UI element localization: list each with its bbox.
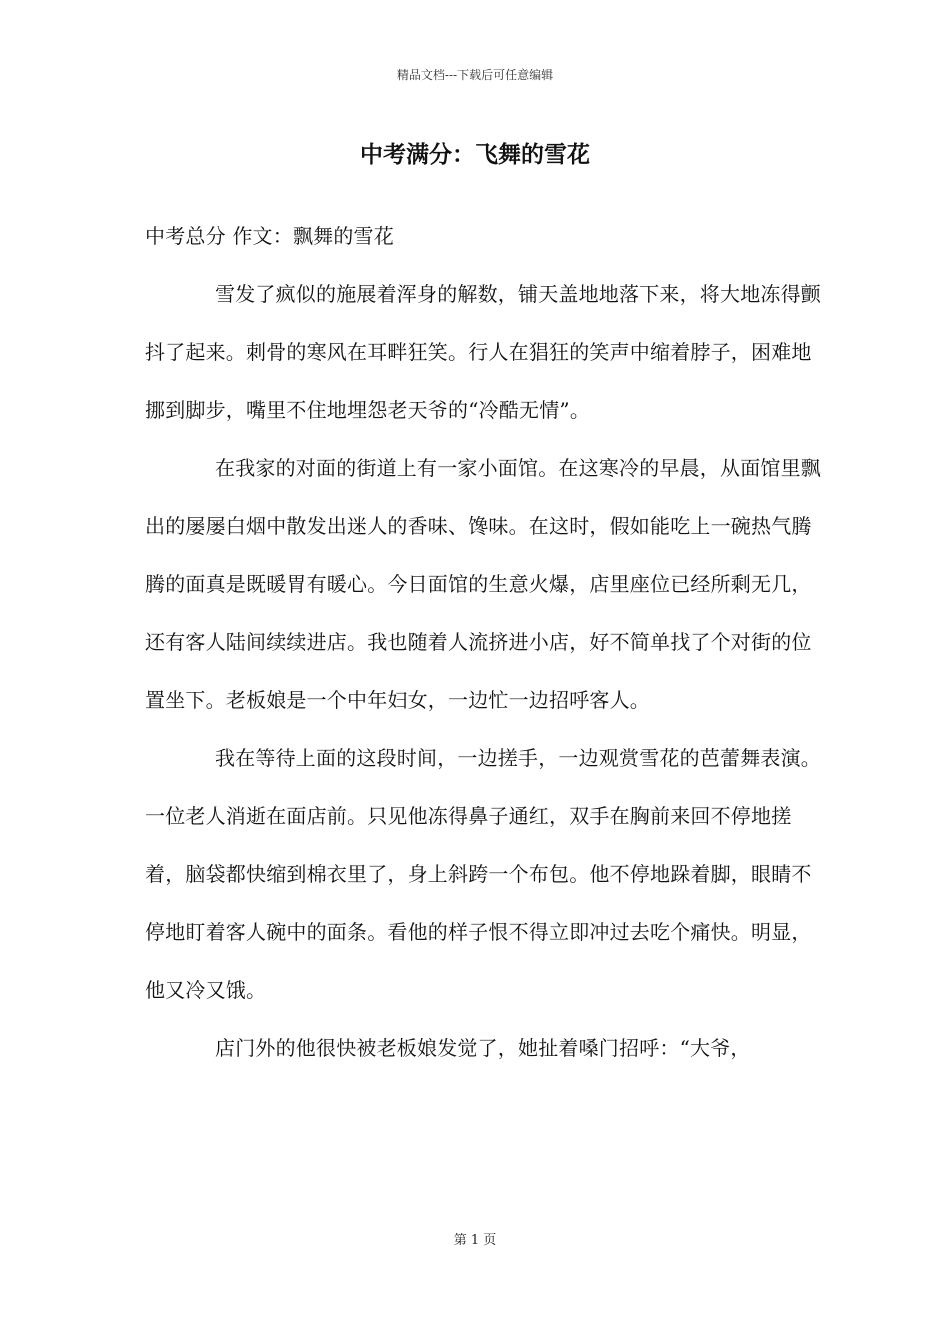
- subtitle-line: 中考总分 作文：飘舞的雪花: [145, 224, 394, 248]
- paragraph-3: 我在等待上面的这段时间，一边搓手，一边观赏雪花的芭蕾舞表演。一位老人消逝在面店前。只见他冻得鼻子通红，双手在胸前来回不停地搓着，脑袋都快缩到棉衣里了，身上斜跨一个布包。他不停地跺着脚，眼睛不停地盯着客人碗中的面条。看他的样子恨不得立即冲过去吃个痛快。明显，他又冷又饿。: [145, 746, 821, 1002]
- page-number: 第 1 页: [453, 1233, 497, 1248]
- document-title: 中考满分：飞舞的雪花: [360, 141, 590, 168]
- page-header: 精品文档---下载后可任意编辑: [396, 68, 554, 82]
- paragraph-1: 雪发了疯似的施展着浑身的解数，铺天盖地地落下来，将大地冻得颤抖了起来。刺骨的寒风在耳畔狂笑。行人在猖狂的笑声中缩着脖子，困难地挪到脚步，嘴里不住地埋怨老天爷的“冷酷无情”。: [145, 282, 821, 422]
- paragraph-2: 在我家的对面的街道上有一家小面馆。在这寒冷的早晨，从面馆里飘出的屡屡白烟中散发出迷人的香味、馋味。在这时，假如能吃上一碗热气腾腾的面真是既暖胃有暖心。今日面馆的生意火爆，店里座位已经所剩无几，还有客人陆间续续进店。我也随着人流挤进小店，好不简单找了个对街的位置坐下。老板娘是一个中年妇女，一边忙一边招呼客人。: [145, 456, 821, 712]
- paragraph-4: 店门外的他很快被老板娘发觉了，她扯着嗓门招呼：“大爷，: [215, 1036, 751, 1060]
- document-body: [145, 207, 827, 1077]
